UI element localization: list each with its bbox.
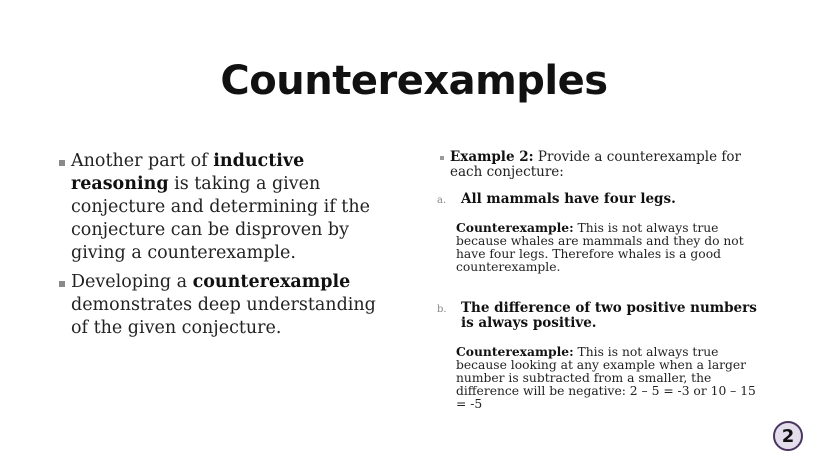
square-bullet-icon [440, 156, 444, 160]
item-marker: a. [437, 195, 447, 206]
counterexample-label: Counterexample: [456, 344, 574, 359]
example-item-b [437, 301, 767, 411]
slide-title: Counterexamples [220, 58, 608, 104]
item-marker: b. [437, 304, 447, 315]
example-intro [437, 150, 767, 179]
bullet-text: Developing a [71, 272, 193, 292]
example-label: Example 2: [450, 149, 534, 165]
example-item-a [437, 192, 767, 274]
bullet-text: is taking a given conjecture and determining if the conjecture can be disproven by giving a counterexample. [71, 174, 370, 263]
square-bullet-icon [59, 281, 65, 287]
left-column [58, 150, 388, 346]
bullet-text: Another part of [71, 151, 214, 171]
counterexample-explanation: This is not always true because looking at any example when a larger number is subtracted from a smaller, the difference will be negative: 2 – 5 = -3 or 10 – 15 = -5 [456, 345, 756, 411]
conjecture-text: All mammals have four legs. [461, 191, 676, 207]
counterexample-text [437, 221, 767, 274]
counterexample-explanation: This is not always true because whales are mammals and they do not have four legs. Therefore whales is a good counterexample. [456, 221, 744, 274]
conjecture-text: The difference of two positive numbers is always positive. [461, 300, 757, 331]
example-instruction: Provide a counterexample for each conjecture: [450, 149, 741, 180]
square-bullet-icon [59, 160, 65, 166]
bullet-inductive-reasoning [58, 150, 388, 265]
bullet-emphasis: counterexample [192, 272, 351, 292]
counterexample-label: Counterexample: [456, 220, 574, 235]
bullet-text: demonstrates deep understanding of the given conjecture. [71, 295, 376, 338]
bullet-counterexample [58, 271, 388, 340]
right-column [437, 149, 767, 411]
page-number-badge: 2 [773, 421, 803, 451]
counterexample-text [437, 345, 767, 411]
bullet-emphasis: inductive reasoning [71, 151, 305, 194]
